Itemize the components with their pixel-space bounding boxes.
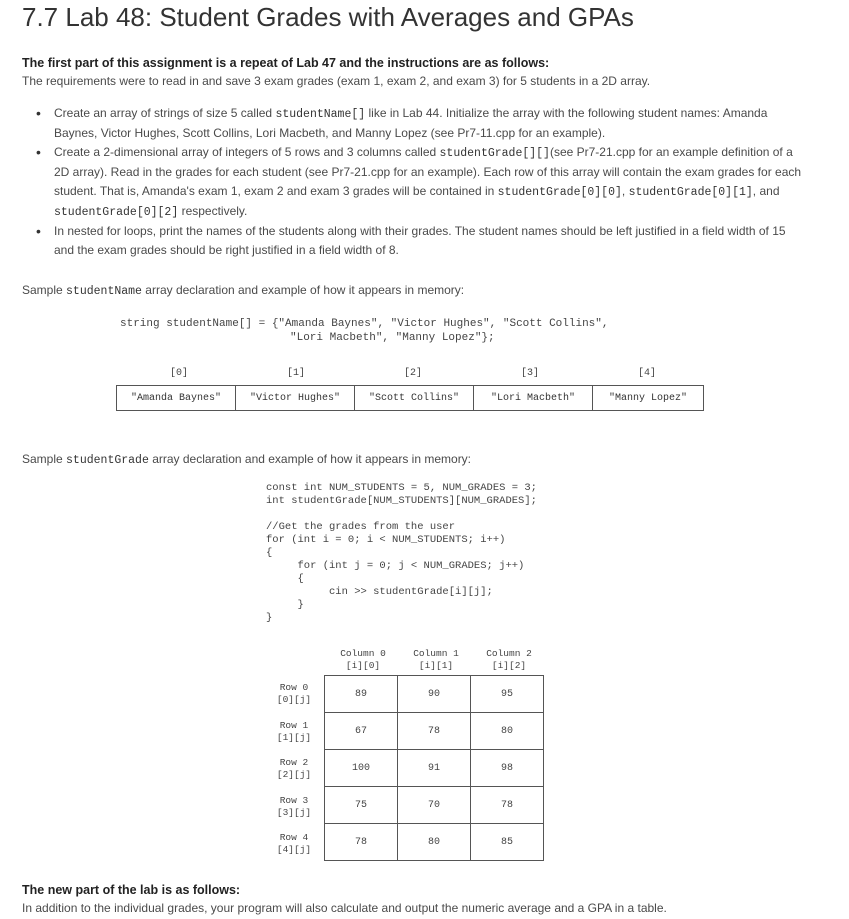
column-header: Column 1 [i][1]: [413, 648, 459, 671]
grade-cell: 80: [471, 713, 544, 750]
requirements-list: [36, 104, 806, 260]
name-declaration-line2: "Lori Macbeth", "Manny Lopez"};: [290, 332, 495, 344]
sample-grade-caption: Sample studentGrade array declaration and example of how it appears in memory:: [22, 452, 472, 467]
grade-code-block: const int NUM_STUDENTS = 5, NUM_GRADES = 3; int studentGrade[NUM_STUDENTS][NUM_GRADES]; //Get the grades from the user for (int i = 0; i < NUM_STUDENTS; i++) { for (int j = 0; j < NUM_GRADES; j++) { cin >> studentGrade[i][j]; } }: [266, 482, 537, 624]
name-cell: "Victor Hughes": [236, 386, 355, 410]
grade-cell: 78: [471, 787, 544, 824]
grade-cell: 100: [325, 750, 398, 787]
new-part-text: In addition to the individual grades, your program will also calculate and output the numeric average and a GPA in a table.: [22, 901, 667, 915]
grade-cell: 67: [325, 713, 398, 750]
row-header: Row 3 [3][j]: [276, 795, 312, 818]
table-row: [325, 713, 544, 750]
row-header: Row 0 [0][j]: [276, 682, 312, 705]
grade-cell: 91: [398, 750, 471, 787]
name-declaration-line1: string studentName[] = {"Amanda Baynes", "Victor Hughes", "Scott Collins",: [120, 318, 609, 330]
name-cell: "Manny Lopez": [608, 392, 687, 404]
name-cell: "Scott Collins": [355, 386, 474, 410]
grade-cell: 89: [325, 676, 398, 713]
student-grade-grid: [324, 675, 544, 861]
table-row: [325, 787, 544, 824]
grade-cell: 98: [471, 750, 544, 787]
column-header: Column 0 [i][0]: [340, 648, 386, 671]
list-item: • Create a 2-dimensional array of integers of 5 rows and 3 columns called studentGrade[][](see Pr7-21.cpp for an example definition of a 2D array). Read in the grades for each student (see Pr7-21.cpp for an example). Each row of this array will contain the exam grades for each student. That is, Amanda's exam 1, exam 2 and exam 3 grades will be contained in studentGrade[0][0], studentGrade[0][1], and studentGrade[0][2] respectively.: [36, 143, 806, 222]
grade-cell: 90: [398, 676, 471, 713]
grade-cell: 70: [398, 787, 471, 824]
row-header: Row 2 [2][j]: [276, 757, 312, 780]
name-index: [2]: [404, 368, 423, 379]
name-cell: "Amanda Baynes": [117, 386, 236, 410]
grade-cell: 75: [325, 787, 398, 824]
page-title: 7.7 Lab 48: Student Grades with Averages and GPAs: [22, 2, 634, 32]
name-index: [1]: [287, 368, 306, 379]
grade-cell: 85: [471, 824, 544, 861]
student-name-array: [116, 385, 704, 411]
sample-name-caption: Sample studentName array declaration and example of how it appears in memory:: [22, 283, 465, 298]
table-row: [325, 750, 544, 787]
row-header: Row 4 [4][j]: [276, 832, 312, 855]
grade-cell: 80: [398, 824, 471, 861]
list-item: • In nested for loops, print the names of the students along with their grades. The student names should be left justified in a field width of 15 and the exam grades should be right justified in a field width of 8.: [36, 222, 806, 260]
grade-cell: 78: [398, 713, 471, 750]
list-item: • Create an array of strings of size 5 called studentName[] like in Lab 44. Initialize the array with the following student names: Amanda Baynes, Victor Hughes, Scott Collins, Lori Macbeth, and Manny Lopez (see Pr7-11.cpp for an example).: [36, 104, 806, 143]
row-header: Row 1 [1][j]: [276, 720, 312, 743]
name-index: [4]: [638, 368, 657, 379]
grade-cell: 78: [325, 824, 398, 861]
name-index: [3]: [521, 368, 540, 379]
grade-cell: 95: [471, 676, 544, 713]
new-part-heading: The new part of the lab is as follows:: [22, 883, 241, 897]
intro-text: The requirements were to read in and save 3 exam grades (exam 1, exam 2, and exam 3) for 5 students in a 2D array.: [22, 74, 651, 88]
name-index: [0]: [170, 368, 189, 379]
name-cell: "Lori Macbeth": [474, 386, 593, 410]
table-row: [325, 676, 544, 713]
table-row: [325, 824, 544, 861]
intro-heading: The first part of this assignment is a repeat of Lab 47 and the instructions are as follows:: [22, 56, 550, 70]
column-header: Column 2 [i][2]: [486, 648, 532, 671]
